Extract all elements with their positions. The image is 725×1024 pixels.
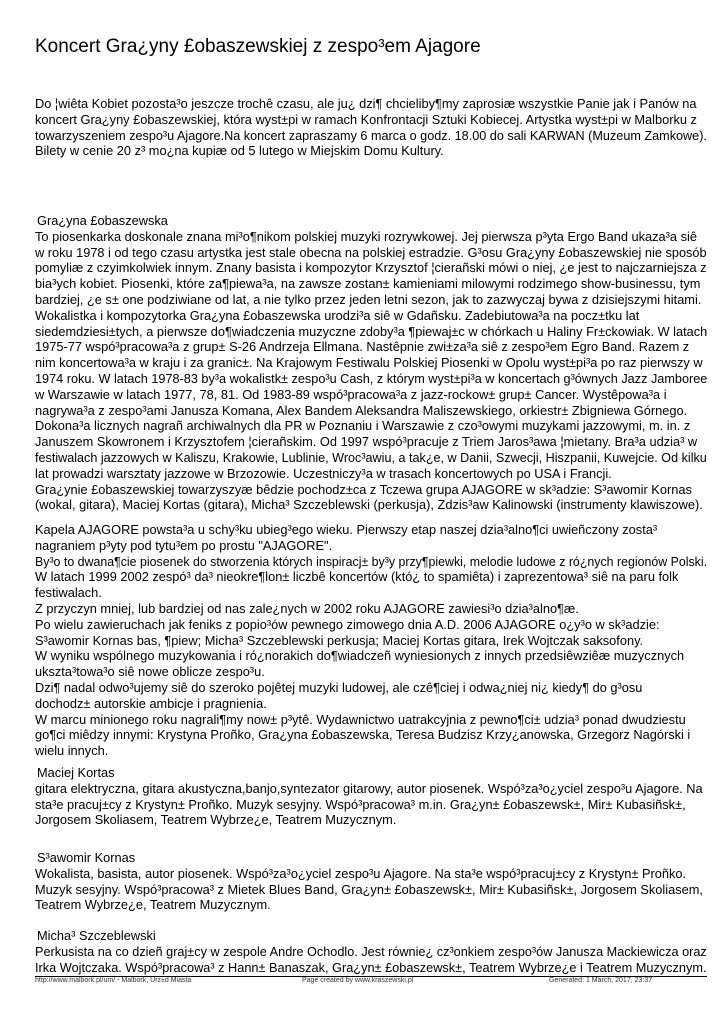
text-line: Irka Wojtczaka. Wspó³pracowa³ z Hann± Banaszak, Gra¿yn± £obaszewsk±, Teatrem Wybrze¿e i Teatrem Muzycznym. bbox=[35, 959, 707, 975]
text-line: w roku 1978 i od tego czasu artystka jest stale obecna na polskiej estradzie. G³osu Gra¿yny £obaszewskiej nie sposób bbox=[35, 244, 707, 260]
text-line: Januszem Skowronem i Krzysztofem ¦cierañskim. Od 1997 wspó³pracuje z Triem Jaros³awa ¦mietany. Bra³a udzia³ w bbox=[35, 434, 698, 450]
footer-source-url: http://www.malbork.pl/um/ - Malbork, Urz±d Miasta bbox=[35, 977, 192, 984]
text-line: W wyniku wspólnego muzykowania i ró¿norakich do¶wiadczeñ wyniesionych z innych przedsiêwziêæ muzycznych bbox=[35, 648, 685, 664]
text-line: 1975-77 wspó³pracowa³a z grup± S-26 Andrzeja Ellmana. Nastêpnie zwi±za³a siê z zespo³em Egro Band. Razem z bbox=[35, 339, 690, 355]
text-line: Po wielu zawieruchach jak feniks z popio³ów pewnego zimowego dnia A.D. 2006 AJAGORE o¿y³o w sk³adzie: bbox=[35, 616, 660, 632]
text-line: ukszta³towa³o siê nowe oblicze zespo³u. bbox=[35, 664, 265, 680]
text-line: Do ¦wiêta Kobiet pozosta³o jeszcze trochê czasu, ale ju¿ dzi¶ chcieliby¶my zaprosiæ wszystkie Panie jak i Panów na bbox=[35, 96, 697, 111]
text-line: Z przyczyn mniej, lub bardziej od nas zale¿nych w 2002 roku AJAGORE zawiesi³o dzia³alno¶æ. bbox=[35, 600, 579, 616]
text-line: W marcu minionego roku nagrali¶my now± p³ytê. Wydawnictwo uatrakcyjnia z pewno¶ci± udzia³ ponad dwudziestu bbox=[35, 711, 686, 727]
maciej-section bbox=[35, 765, 707, 828]
text-line: wielu innych. bbox=[35, 743, 109, 759]
text-line: To piosenkarka doskonale znana mi³o¶nikom polskiej muzyki rozrywkowej. Jej pierwsza p³yta Ergo Band ukaza³a siê bbox=[35, 228, 697, 244]
text-line: nagrywa³a z zespo³ami Janusza Komana, Alex Bandem Aleksandra Maliszewskiego, orkiestr± Zbigniewa Górnego. bbox=[35, 402, 688, 418]
intro-section bbox=[35, 96, 707, 159]
text-line: sta³e pracuj±cy z Krystyn± Proñko. Muzyk sesyjny. Wspó³pracowa³ m.in. Gra¿yn± £obaszewsk±, Mir± Kubasiñsk±, bbox=[35, 796, 686, 812]
text-line: 1974 roku. W latach 1978-83 by³a wokalistk± zespo³u Cash, z którym wyst±pi³a w koncertach g³ównych Jazz Jamboree bbox=[35, 370, 708, 386]
text-line: Wokalistka i kompozytorka Gra¿yna £obaszewska urodzi³a siê w Gdañsku. Zadebiutowa³a na pocz±tku lat bbox=[35, 307, 640, 323]
michal-section bbox=[35, 928, 707, 975]
text-line: Dokona³a licznych nagrañ archiwalnych dla PR w Poznaniu i Warszawie z czo³owymi muzykami jazzowymi, m. in. z bbox=[35, 418, 691, 434]
page-title: Koncert Gra¿yny £obaszewskiej z zespo³em Ajagore bbox=[35, 36, 481, 57]
text-line: gitara elektryczna, gitara akustyczna,banjo,syntezator gitarowy, autor piosenek. Wspó³za³o¿yciel zespo³u Ajagore. Na bbox=[35, 780, 703, 796]
text-line: w Warszawie w latach 1977, 78, 81. Od 1983-89 wspó³pracowa³a z jazz-rockow± grup± Cancer. Wystêpowa³a i bbox=[35, 386, 667, 402]
section-heading: Gra¿yna £obaszewska bbox=[37, 213, 168, 228]
text-line: festiwalach. bbox=[35, 585, 102, 601]
text-line: bia³ych kobiet. Piosenki, które za¶piewa³a, na zawsze zostan± kamieniami milowymi rodzimego show-businessu, tym bbox=[35, 276, 701, 292]
text-line: Bilety w cenie 20 z³ mo¿na kupiæ od 5 lutego w Miejskim Domu Kultury. bbox=[35, 143, 444, 159]
text-line: Dzi¶ nadal odwo³ujemy siê do szeroko pojêtej muzyki ludowej, ale czê¶ciej i odwa¿niej ni¿ kiedy¶ do g³osu bbox=[35, 679, 643, 695]
section-heading: S³awomir Kornas bbox=[37, 850, 136, 865]
text-line: nim koncertowa³a w kraju i za granic±. Na Krajowym Festiwalu Polskiej Piosenki w Opolu wyst±pi³a po raz pierwszy w bbox=[35, 355, 703, 371]
text-line: lat prowadzi warsztaty jazzowe w Brzozowie. Uczestniczy³a w trasach koncertowych po USA i Francji. bbox=[35, 465, 612, 481]
text-line: koncert Gra¿yny £obaszewskiej, która wyst±pi w ramach Konfrontacji Sztuki Kobiecej. Artystka wyst±pi w Malborku z bbox=[35, 111, 697, 127]
text-line: Wokalista, basista, autor piosenek. Wspó³za³o¿yciel zespo³u Ajagore. Na sta³e wspó³pracuj±cy z Krystyn± Proñko. bbox=[35, 865, 687, 881]
slawomir-section bbox=[35, 850, 707, 913]
text-line: Teatrem Wybrze¿e, Teatrem Muzycznym. bbox=[35, 897, 271, 913]
text-line: Perkusista na co dzieñ graj±cy w zespole Andre Ochodlo. Jest równie¿ cz³onkiem zespo³ów Janusza Mackiewicza oraz bbox=[35, 943, 707, 959]
text-line: siedemdziesi±tych, a pierwsze do¶wiadczenia muzyczne zdoby³a ¶piewaj±c w chórkach u Haliny Fr±ckowiak. W latach bbox=[35, 323, 708, 339]
text-line: festiwalach jazzowych w Kaliszu, Krakowie, Lublinie, Wroc³awiu, a tak¿e, w Danii, Szwecji, Hiszpanii, Kuwejcie. Od kilku bbox=[35, 449, 707, 465]
text-line: nagraniem p³yty pod tytu³em po prostu "AJAGORE". bbox=[35, 537, 333, 553]
text-line: dochodz± autorskie ambicje i pragnienia. bbox=[35, 695, 267, 711]
text-line: go¶ci miêdzy innymi: Krystyna Proñko, Gra¿yna £obaszewska, Teresa Budzisz Krzy¿anowska, Grzegorz Nagórski i bbox=[35, 727, 691, 743]
footer-generated-date: Generated: 1 March, 2017, 23:37 bbox=[549, 977, 653, 984]
text-line: (wokal, gitara), Maciej Kortas (gitara), Micha³ Szczeblewski (perkusja), Zdzis³aw Kalinowski (instrumenty klawiszowe). bbox=[35, 497, 703, 513]
text-line: bardziej, ¿e s± one podziwiane od lat, a nie tylko przez jeden letni sezon, jak to zazwyczaj bywa z dzisiejszymi hitami. bbox=[35, 291, 702, 307]
text-line: Muzyk sesyjny. Wspó³pracowa³ z Mietek Blues Band, Gra¿yn± £obaszewsk±, Mir± Kubasiñsk±, Jorgosem Skoliasem, bbox=[35, 881, 703, 897]
text-line: S³awomir Kornas bas, ¶piew; Micha³ Szczeblewski perkusja; Maciej Kortas gitara, Irek Wojtczak saksofony. bbox=[35, 632, 644, 648]
footer-credit: Page created by www.kraszewski.pl bbox=[302, 977, 414, 984]
text-line: Jorgosem Skoliasem, Teatrem Wybrze¿e, Teatrem Muzycznym. bbox=[35, 812, 397, 828]
ajagore-section bbox=[35, 522, 707, 759]
text-line: Gra¿ynie £obaszewskiej towarzyszyæ bêdzie pochodz±ca z Tczewa grupa AJAGORE w sk³adzie: S³awomir Kornas bbox=[35, 481, 692, 497]
text-line: W latach 1999 2002 zespó³ da³ nieokre¶lon± liczbê koncertów (któ¿ to spamiêta) i zaprezentowa³ siê na paru folk bbox=[35, 569, 679, 585]
text-line: towarzyszeniem zespo³u Ajagore.Na koncert zapraszamy 6 marca o godz. 18.00 do sali KARWAN (Muzeum Zamkowe). bbox=[35, 127, 707, 143]
grazyna-section bbox=[35, 213, 707, 513]
text-line: pomyliæ z czyimkolwiek innym. Znany basista i kompozytor Krzysztof ¦cierañski mówi o niej, ¿e jest to najczarniejsza z bbox=[35, 260, 707, 276]
text-line: Kapela AJAGORE powsta³a u schy³ku ubieg³ego wieku. Pierwszy etap naszej dzia³alno¶ci uwieñczony zosta³ bbox=[35, 522, 658, 537]
text-line: By³o to dwana¶cie piosenek do stworzenia których inspiracj± by³y przy¶piewki, melodie ludowe z ró¿nych regionów Polski. bbox=[35, 553, 708, 569]
section-heading: Maciej Kortas bbox=[37, 765, 115, 780]
section-heading: Micha³ Szczeblewski bbox=[37, 928, 156, 943]
